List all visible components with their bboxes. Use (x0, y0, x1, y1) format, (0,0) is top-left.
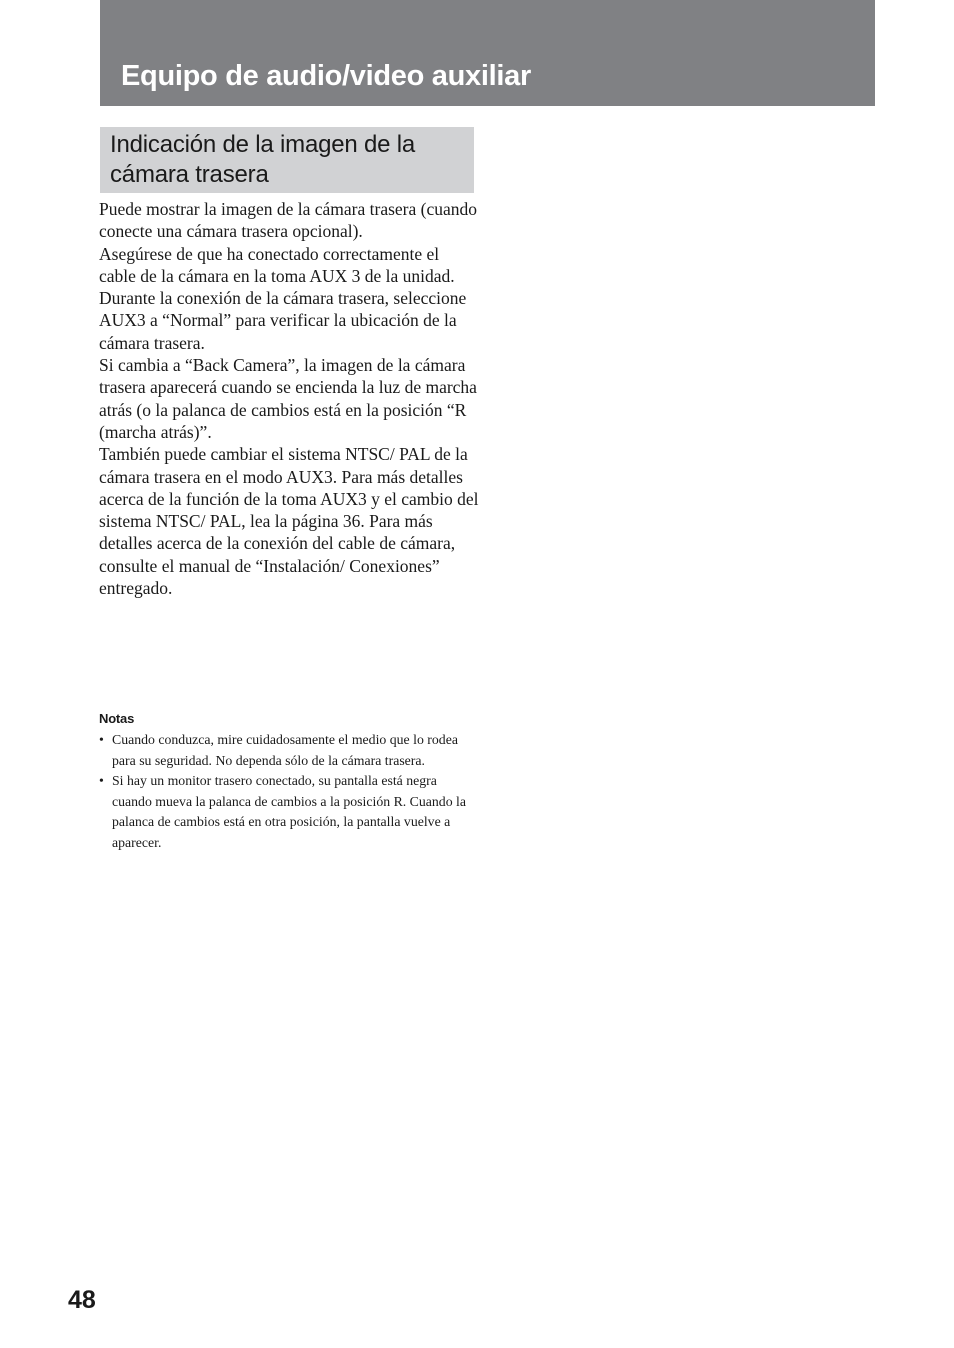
notes-title: Notas (99, 711, 135, 726)
section-heading-box (100, 127, 474, 193)
body-paragraph: Asegúrese de que ha conectado correctamente el cable de la cámara en la toma AUX 3 de la unidad. Durante la conexión de la cámara trasera, seleccione AUX3 a “Normal” para verificar la ubicación de la cámara trasera. (99, 243, 467, 353)
body-paragraph: También puede cambiar el sistema NTSC/ PAL de la cámara trasera en el modo AUX3. Para más detalles acerca de la función de la toma AUX3 y el cambio del sistema NTSC/ PAL, lea la página 36. Para más detalles acerca de la conexión del cable de cámara, consulte el manual de “Instalación/ Conexiones” entregado. (99, 444, 479, 599)
body-text (99, 198, 479, 599)
bullet-icon: • (99, 773, 104, 788)
bullet-icon: • (99, 732, 104, 747)
note-text: Si hay un monitor trasero conectado, su pantalla está negra cuando mueva la palanca de cambios a la posición R. Cuando la palanca de cambios está en otra posición, la pantalla vuelve a aparecer. (112, 773, 467, 850)
body-paragraph: Puede mostrar la imagen de la cámara trasera (cuando conecte una cámara trasera opcional). (99, 199, 478, 242)
section-title: Indicación de la imagen de la cámara trasera (110, 131, 416, 188)
body-paragraph: Si cambia a “Back Camera”, la imagen de la cámara trasera aparecerá cuando se encienda la luz de marcha atrás (o la palanca de cambios está en la posición “R (marcha atrás)”. (99, 355, 477, 442)
notes-list (99, 730, 475, 853)
note-item (99, 730, 475, 771)
note-text: Cuando conduzca, mire cuidadosamente el medio que lo rodea para su seguridad. No dependa sólo de la cámara trasera. (112, 732, 458, 768)
page-number: 48 (68, 1286, 96, 1314)
note-item (99, 771, 475, 853)
chapter-title: Equipo de audio/video auxiliar (121, 60, 531, 92)
